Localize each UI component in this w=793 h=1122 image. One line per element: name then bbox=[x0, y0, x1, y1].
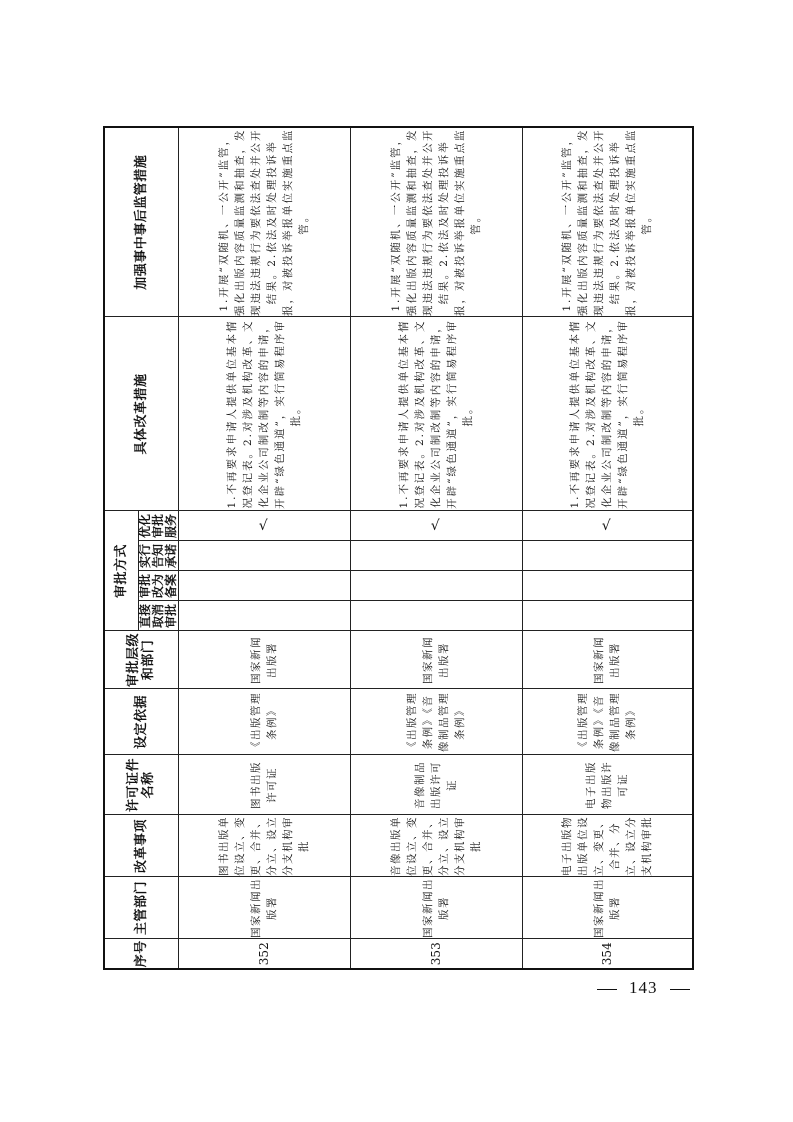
page-number-dash-right bbox=[670, 989, 690, 990]
rotated-table-container bbox=[103, 128, 686, 970]
row-mode-notification bbox=[178, 541, 350, 571]
row-level: 国家新闻出版署 bbox=[350, 631, 522, 689]
row-basis: 《出版管理条例》《音像制品管理条例》 bbox=[522, 689, 693, 755]
row-dept: 国家新闻出版署 bbox=[350, 877, 522, 939]
check-mark: √ bbox=[601, 517, 612, 534]
header-seq: 序号 bbox=[104, 939, 178, 969]
row-mode-notification bbox=[350, 541, 522, 571]
row-dept: 国家新闻出版署 bbox=[178, 877, 350, 939]
row-measures: 1.不再要求申请人提供单位基本情况登记表。2.对涉及机构改革、文化企业公司制改制等内容的申请，开辟“绿色通道”，实行简易程序审批。 bbox=[522, 317, 693, 511]
row-mode-cancel bbox=[350, 601, 522, 631]
header-mode-optimize: 优化审批服务 bbox=[138, 511, 178, 541]
page-number bbox=[585, 978, 702, 998]
row-basis: 《出版管理条例》《音像制品管理条例》 bbox=[350, 689, 522, 755]
row-mode-cancel bbox=[522, 601, 693, 631]
row-mode-to-filing bbox=[522, 571, 693, 601]
header-level: 审批层级和部门 bbox=[104, 631, 178, 689]
row-license: 电子出版物出版许可证 bbox=[522, 755, 693, 815]
header-dept: 主管部门 bbox=[104, 877, 178, 939]
row-mode-cancel bbox=[178, 601, 350, 631]
row-mode-optimize bbox=[522, 511, 693, 541]
header-mode-notification: 实行告知承诺 bbox=[138, 541, 178, 571]
row-measures: 1.不再要求申请人提供单位基本情况登记表。2.对涉及机构改革、文化企业公司制改制等内容的申请，开辟“绿色通道”，实行简易程序审批。 bbox=[350, 317, 522, 511]
page-number-text: 143 bbox=[629, 978, 658, 997]
row-mode-to-filing bbox=[350, 571, 522, 601]
table-row bbox=[350, 127, 522, 969]
table-row bbox=[522, 127, 693, 969]
row-level: 国家新闻出版署 bbox=[522, 631, 693, 689]
header-basis: 设定依据 bbox=[104, 689, 178, 755]
check-mark: √ bbox=[430, 517, 441, 534]
reform-items-table bbox=[103, 126, 694, 970]
header-approval-mode: 审批方式 bbox=[104, 511, 138, 631]
row-item: 图书出版单位设立、变更、合并、分立、设立分支机构审批 bbox=[178, 815, 350, 877]
row-license: 音像制品出版许可证 bbox=[350, 755, 522, 815]
table-row bbox=[178, 127, 350, 969]
header-measures: 具体改革措施 bbox=[104, 317, 178, 511]
row-supervision: 1.开展“双随机、一公开”监管，强化出版内容质量监测和抽查，发现违法违规行为要依法查处并公开结果。2.依法及时处理投诉举报，对被投诉举报单位实施重点监管。 bbox=[178, 127, 350, 317]
row-seq: 352 bbox=[178, 939, 350, 969]
header-license: 许可证件名称 bbox=[104, 755, 178, 815]
row-measures: 1.不再要求申请人提供单位基本情况登记表。2.对涉及机构改革、文化企业公司制改制等内容的申请，开辟“绿色通道”，实行简易程序审批。 bbox=[178, 317, 350, 511]
row-item: 音像出版单位设立、变更、合并、分立、设立分支机构审批 bbox=[350, 815, 522, 877]
row-basis: 《出版管理条例》 bbox=[178, 689, 350, 755]
row-license: 图书出版许可证 bbox=[178, 755, 350, 815]
row-mode-to-filing bbox=[178, 571, 350, 601]
row-seq: 354 bbox=[522, 939, 693, 969]
check-mark: √ bbox=[258, 517, 269, 534]
row-seq: 353 bbox=[350, 939, 522, 969]
header-item: 改革事项 bbox=[104, 815, 178, 877]
row-mode-notification bbox=[522, 541, 693, 571]
row-dept: 国家新闻出版署 bbox=[522, 877, 693, 939]
header-mode-cancel: 直接取消审批 bbox=[138, 601, 178, 631]
row-item: 电子出版物出版单位设立、变更、合并、分立、设立分支机构审批 bbox=[522, 815, 693, 877]
row-supervision: 1.开展“双随机、一公开”监管，强化出版内容质量监测和抽查，发现违法违规行为要依法查处并公开结果。2.依法及时处理投诉举报，对被投诉举报单位实施重点监管。 bbox=[522, 127, 693, 317]
header-mode-to-filing: 审批改为备案 bbox=[138, 571, 178, 601]
row-supervision: 1.开展“双随机、一公开”监管，强化出版内容质量监测和抽查，发现违法违规行为要依法查处并公开结果。2.依法及时处理投诉举报，对被投诉举报单位实施重点监管。 bbox=[350, 127, 522, 317]
header-supervision: 加强事中事后监管措施 bbox=[104, 127, 178, 317]
row-level: 国家新闻出版署 bbox=[178, 631, 350, 689]
row-mode-optimize bbox=[178, 511, 350, 541]
row-mode-optimize bbox=[350, 511, 522, 541]
page-number-dash-left bbox=[597, 989, 617, 990]
